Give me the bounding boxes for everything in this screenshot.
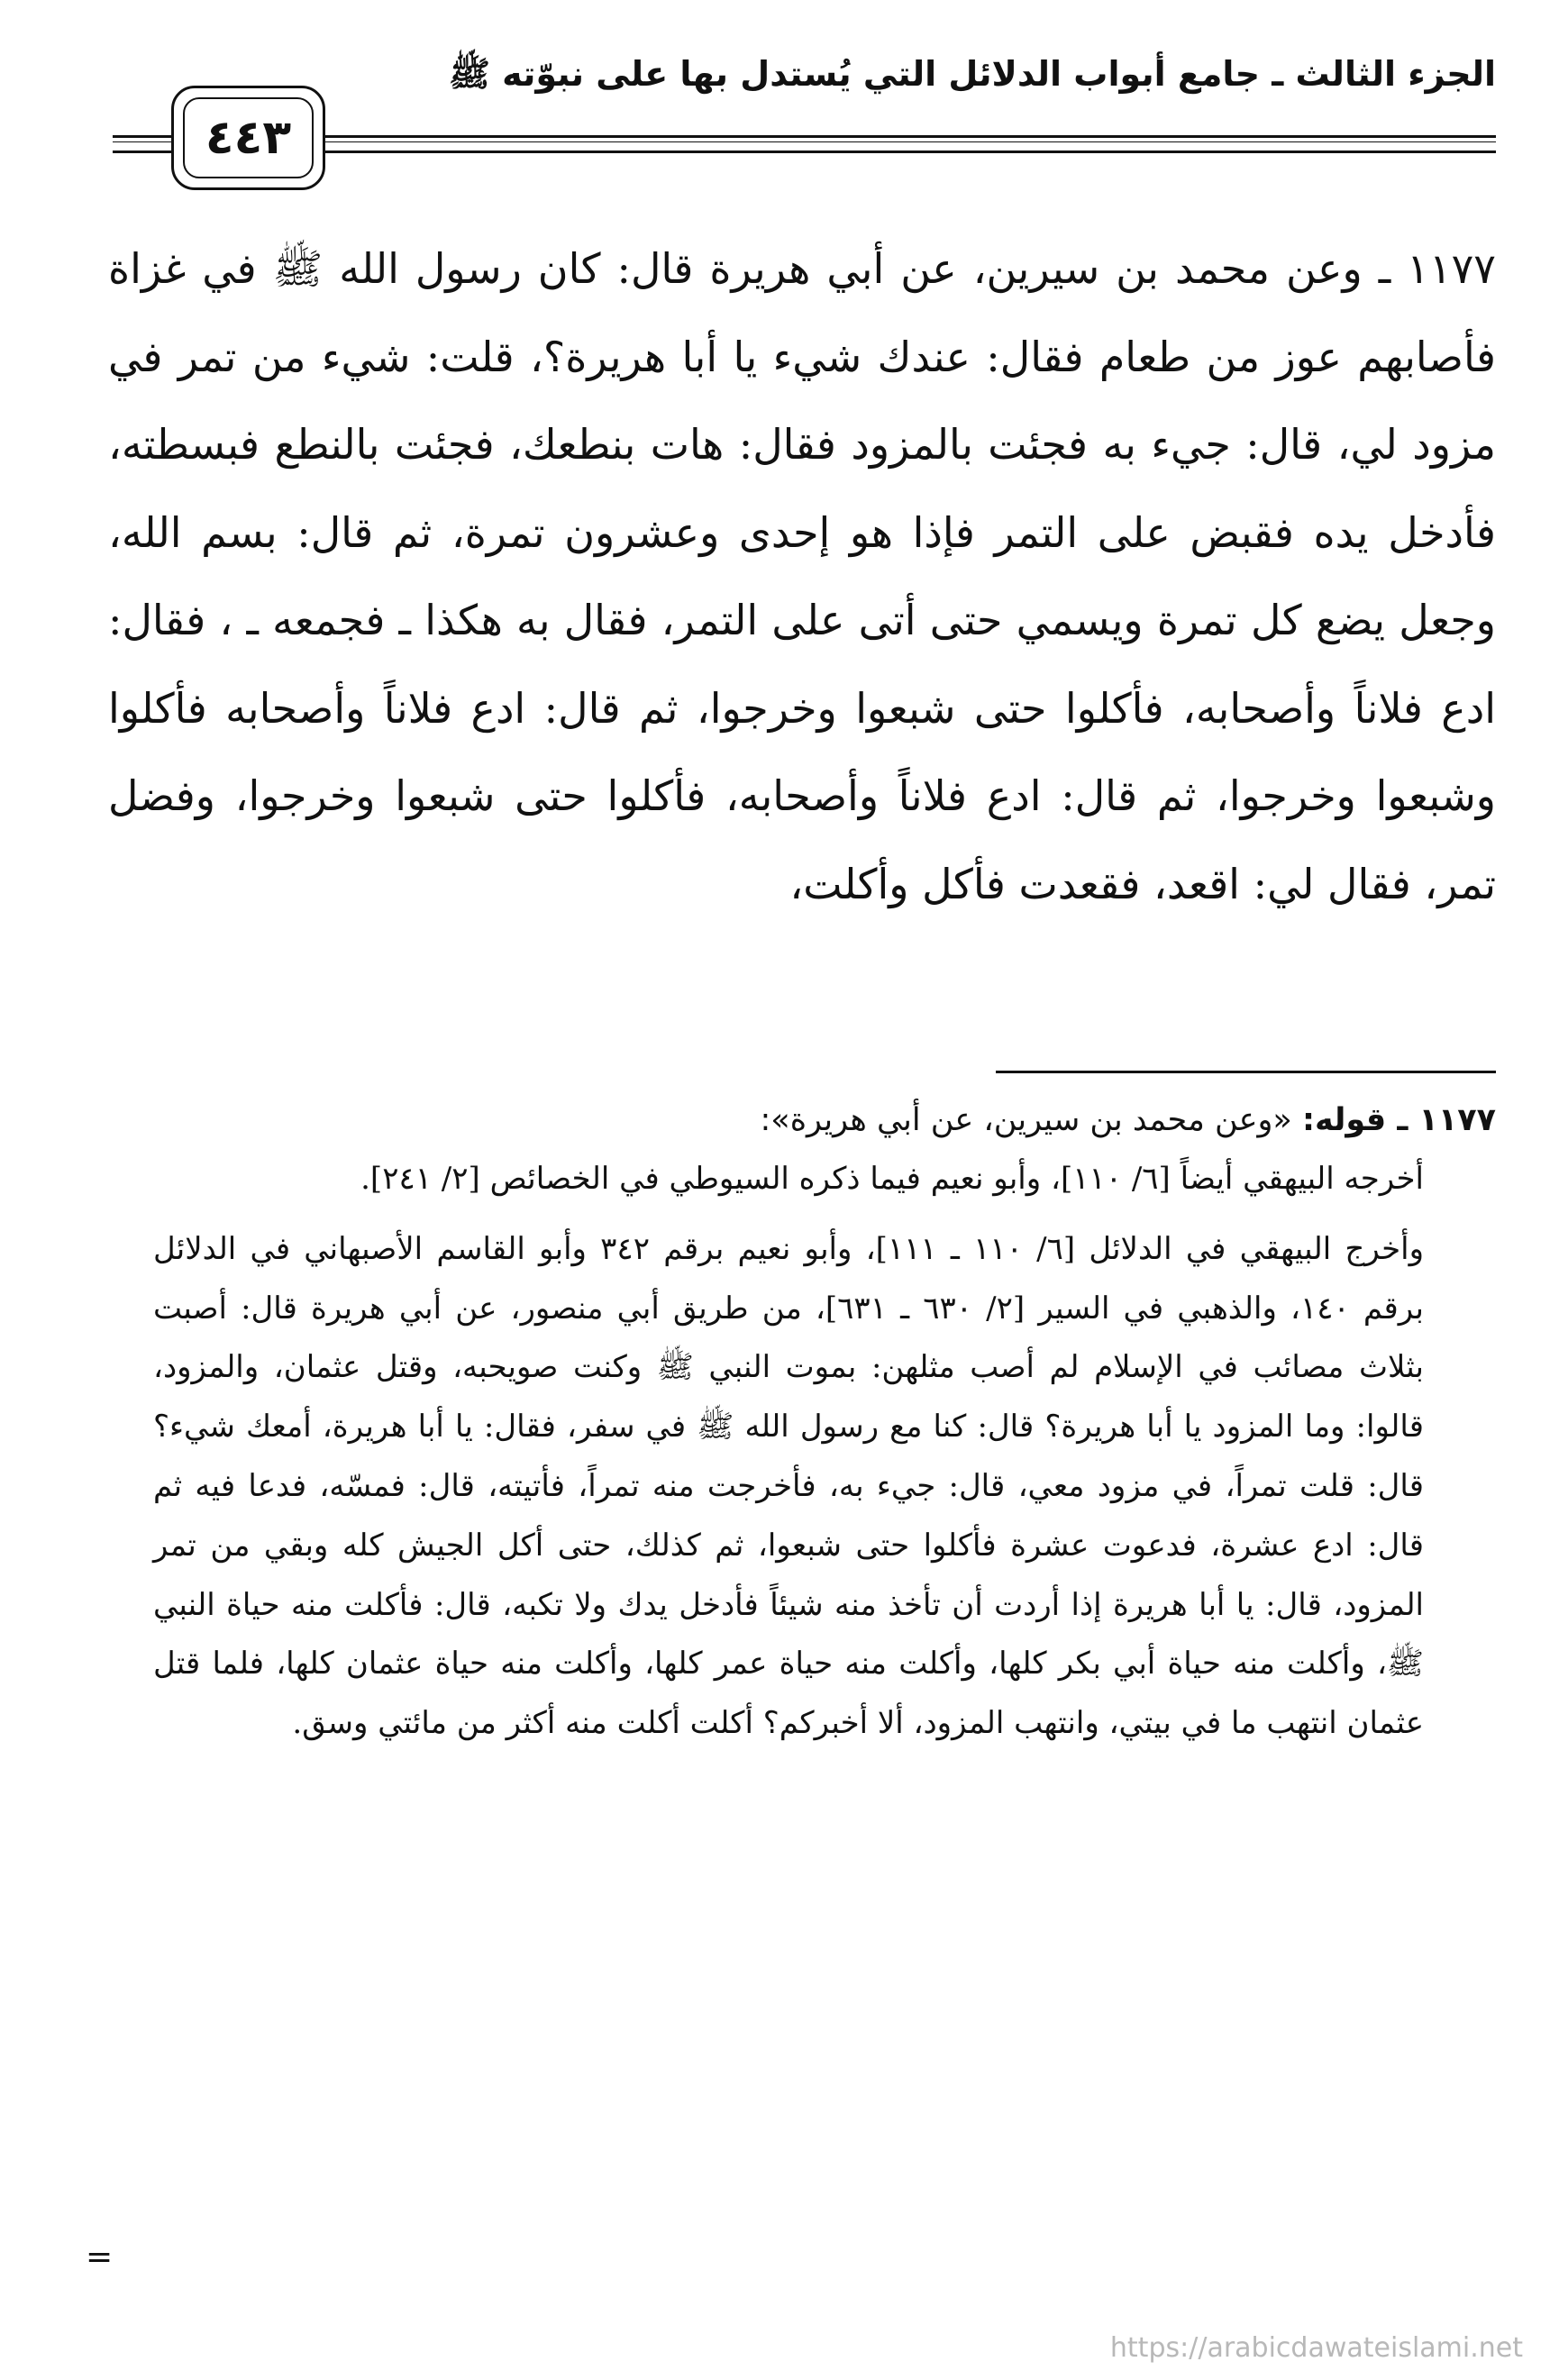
page-number: ٤٤٣ [183,97,314,178]
footnote-label: ١١٧٧ ـ قوله: [1301,1102,1496,1138]
footnote-paragraph: أخرجه البيهقي أيضاً [٦/ ١١٠]، وأبو نعيم فيما ذكره السيوطي في الخصائص [٢/ ٢٤١]. [360,1161,1424,1197]
footnote-quote: «وعن محمد بن سيرين، عن أبي هريرة»: [760,1102,1292,1138]
continuation-mark: = [86,2239,114,2275]
footnote-heading [108,1092,1496,1148]
page-number-frame [171,86,325,190]
footnote-body [153,1150,1424,1754]
hadith-text: ١١٧٧ ـ وعن محمد بن سيرين، عن أبي هريرة قال: كان رسول الله ﷺ في غزاة فأصابهم عوز من طعام فقال: عندك شيء يا أبا هريرة؟، قلت: شيء من تمر في مزود لي، قال: جيء به فجئت بالمزود فقال: هات بنطعك، فجئت بالنطع فبسطته، فأدخل يده فقبض على التمر فإذا هو إحدى وعشرون تمرة، ثم قال: بسم الله، وجعل يضع كل تمرة ويسمي حتى أتى على التمر، فقال به هكذا ـ فجمعه ـ ، فقال: ادع فلاناً وأصحابه، فأكلوا حتى شبعوا وخرجوا، ثم قال: ادع فلاناً وأصحابه فأكلوا وشبعوا وخرجوا، ثم قال: ادع فلاناً وأصحابه، فأكلوا حتى شبعوا وخرجوا، وفضل تمر، فقال لي: اقعد، فقعدت فأكل وأكلت، [108,244,1496,908]
watermark: https://arabicdawateislami.net [1109,2332,1523,2364]
footnote-separator [996,1071,1496,1073]
footnote-paragraph: وأخرج البيهقي في الدلائل [٦/ ١١٠ ـ ١١١]، وأبو نعيم برقم ٣٤٢ وأبو القاسم الأصبهاني في الدلائل برقم ١٤٠، والذهبي في السير [٢/ ٦٣٠ ـ ٦٣١]، من طريق أبي منصور، عن أبي هريرة قال: أصبت بثلاث مصائب في الإسلام لم أصب مثلهن: بموت النبي ﷺ وكنت صويحبه، وقتل عثمان، والمزود، قالوا: وما المزود يا أبا هريرة؟ قال: كنا مع رسول الله ﷺ في سفر، فقال: يا أبا هريرة، أمعك شيء؟ قال: قلت تمراً، في مزود معي، قال: جيء به، فأخرجت منه تمراً، فأتيته، قال: فمسّه، فدعا فيه ثم قال: ادع عشرة، فدعوت عشرة فأكلوا حتى شبعوا، ثم كذلك، حتى أكل الجيش كله وبقي من تمر المزود، قال: يا أبا هريرة إذا أردت أن تأخذ منه شيئاً فأدخل يدك ولا تكبه، قال: فأكلت منه حياة النبي ﷺ، وأكلت منه حياة أبي بكر كلها، وأكلت منه حياة عمر كلها، وأكلت منه حياة عثمان كلها، فلما قتل عثمان انتهب ما في بيتي، وانتهب المزود، ألا أخبركم؟ أكلت أكلت منه أكثر من مائتي وسق. [153,1230,1424,1742]
running-header: الجزء الثالث ـ جامع أبواب الدلائل التي يُستدل بها على نبوّته ﷺ [448,54,1496,94]
